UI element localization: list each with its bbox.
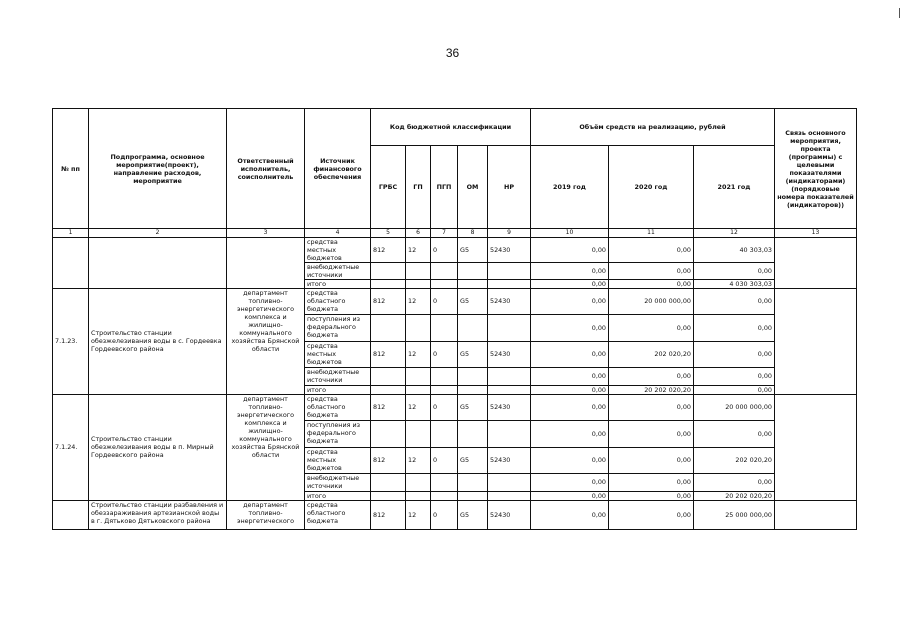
source-cell: средства местных бюджетов [305, 341, 371, 367]
nr-cell: 52430 [488, 394, 531, 420]
header-2019: 2019 год [531, 146, 609, 229]
gp-cell [406, 279, 431, 288]
col-number: 2 [89, 229, 227, 238]
col-number: 7 [431, 229, 458, 238]
value-2020: 20 202 020,20 [609, 385, 694, 394]
grbs-cell: 812 [371, 447, 406, 473]
col-number: 10 [531, 229, 609, 238]
value-2019: 0,00 [531, 491, 609, 500]
nr-cell [488, 420, 531, 447]
value-2020: 0,00 [609, 500, 694, 529]
value-2021: 0,00 [694, 341, 775, 367]
nr-cell [488, 367, 531, 385]
pgp-cell [431, 385, 458, 394]
header-grbs: ГРБС [371, 146, 406, 229]
source-cell: средства местных бюджетов [305, 447, 371, 473]
nr-cell [488, 385, 531, 394]
pgp-cell: 0 [431, 341, 458, 367]
row-name [89, 237, 227, 288]
value-2019: 0,00 [531, 385, 609, 394]
value-2020: 0,00 [609, 394, 694, 420]
value-2019: 0,00 [531, 394, 609, 420]
source-cell: поступления из федерального бюджета [305, 420, 371, 447]
pgp-cell [431, 473, 458, 491]
om-cell: G5 [458, 500, 488, 529]
col-number: 9 [488, 229, 531, 238]
col-number: 3 [227, 229, 305, 238]
col-number: 12 [694, 229, 775, 238]
value-2021: 20 000 000,00 [694, 394, 775, 420]
nr-cell [488, 262, 531, 279]
row-no [53, 500, 89, 529]
header-gp: ГП [406, 146, 431, 229]
source-cell: итого [305, 491, 371, 500]
header-om: ОМ [458, 146, 488, 229]
value-2019: 0,00 [531, 473, 609, 491]
value-2021: 0,00 [694, 420, 775, 447]
value-2020: 0,00 [609, 447, 694, 473]
pgp-cell: 0 [431, 500, 458, 529]
om-cell [458, 473, 488, 491]
table-row [53, 288, 857, 314]
col-number: 4 [305, 229, 371, 238]
value-2021: 0,00 [694, 385, 775, 394]
gp-cell: 12 [406, 237, 431, 262]
page-number: 36 [445, 46, 460, 60]
value-2019: 0,00 [531, 420, 609, 447]
nr-cell [488, 279, 531, 288]
grbs-cell [371, 314, 406, 341]
grbs-cell: 812 [371, 500, 406, 529]
pgp-cell [431, 262, 458, 279]
value-2021: 4 030 303,03 [694, 279, 775, 288]
header-source: Источник финансового обеспечения [305, 109, 371, 229]
link-cell [775, 288, 857, 394]
value-2020: 0,00 [609, 367, 694, 385]
link-cell [775, 500, 857, 529]
source-cell: средства областного бюджета [305, 500, 371, 529]
om-cell [458, 314, 488, 341]
grbs-cell [371, 367, 406, 385]
nr-cell [488, 473, 531, 491]
row-responsible [227, 237, 305, 288]
value-2019: 0,00 [531, 279, 609, 288]
pgp-cell [431, 491, 458, 500]
value-2020: 0,00 [609, 491, 694, 500]
value-2021: 0,00 [694, 473, 775, 491]
header-2020: 2020 год [609, 146, 694, 229]
pgp-cell: 0 [431, 237, 458, 262]
budget-table [52, 108, 857, 530]
row-no: 7.1.24. [53, 394, 89, 500]
om-cell: G5 [458, 341, 488, 367]
source-cell: внебюджетные источники [305, 262, 371, 279]
value-2021: 40 303,03 [694, 237, 775, 262]
grbs-cell [371, 473, 406, 491]
gp-cell [406, 367, 431, 385]
source-cell: средства областного бюджета [305, 288, 371, 314]
value-2019: 0,00 [531, 500, 609, 529]
pgp-cell: 0 [431, 394, 458, 420]
grbs-cell: 812 [371, 288, 406, 314]
source-cell: итого [305, 279, 371, 288]
grbs-cell [371, 491, 406, 500]
om-cell: G5 [458, 237, 488, 262]
gp-cell [406, 420, 431, 447]
om-cell [458, 420, 488, 447]
om-cell: G5 [458, 394, 488, 420]
gp-cell [406, 385, 431, 394]
pgp-cell [431, 314, 458, 341]
row-no [53, 237, 89, 288]
gp-cell: 12 [406, 500, 431, 529]
value-2021: 202 020,20 [694, 447, 775, 473]
source-cell: внебюджетные источники [305, 367, 371, 385]
nr-cell [488, 491, 531, 500]
gp-cell [406, 314, 431, 341]
gp-cell [406, 473, 431, 491]
value-2020: 0,00 [609, 420, 694, 447]
source-cell: средства областного бюджета [305, 394, 371, 420]
source-cell: внебюджетные источники [305, 473, 371, 491]
value-2019: 0,00 [531, 447, 609, 473]
grbs-cell [371, 279, 406, 288]
header-pgp: ПГП [431, 146, 458, 229]
row-responsible: департамент топливно-энергетического комплекса и жилищно-коммунального хозяйства Брянской области [227, 394, 305, 500]
col-number: 8 [458, 229, 488, 238]
value-2019: 0,00 [531, 367, 609, 385]
grbs-cell [371, 420, 406, 447]
row-name: Строительство станции разбавления и обеззараживания артезианской воды в г. Дятьково Дятьковского района [89, 500, 227, 529]
col-number: 1 [53, 229, 89, 238]
nr-cell: 52430 [488, 237, 531, 262]
value-2020: 0,00 [609, 473, 694, 491]
gp-cell [406, 491, 431, 500]
value-2021: 0,00 [694, 314, 775, 341]
table-row [53, 394, 857, 420]
grbs-cell: 812 [371, 394, 406, 420]
row-responsible: департамент топливно-энергетического [227, 500, 305, 529]
pgp-cell [431, 420, 458, 447]
source-cell: итого [305, 385, 371, 394]
row-name: Строительство станции обезжелезивания воды в с. Гордеевка Гордеевского района [89, 288, 227, 394]
nr-cell [488, 314, 531, 341]
row-no: 7.1.23. [53, 288, 89, 394]
header-2021: 2021 год [694, 146, 775, 229]
link-cell [775, 237, 857, 288]
grbs-cell [371, 262, 406, 279]
pgp-cell: 0 [431, 447, 458, 473]
source-cell: средства местных бюджетов [305, 237, 371, 262]
pgp-cell [431, 367, 458, 385]
gp-cell [406, 262, 431, 279]
header-no: № пп [53, 109, 89, 229]
scan-edge-mark [899, 8, 900, 18]
om-cell [458, 491, 488, 500]
col-number: 5 [371, 229, 406, 238]
value-2020: 0,00 [609, 279, 694, 288]
header-program: Подпрограмма, основное мероприятие(проект), направление расходов, мероприятие [89, 109, 227, 229]
gp-cell: 12 [406, 394, 431, 420]
header-responsible: Ответственный исполнитель, соисполнитель [227, 109, 305, 229]
source-cell: поступления из федерального бюджета [305, 314, 371, 341]
grbs-cell: 812 [371, 341, 406, 367]
pgp-cell [431, 279, 458, 288]
value-2020: 202 020,20 [609, 341, 694, 367]
row-responsible: департамент топливно-энергетического комплекса и жилищно-коммунального хозяйства Брянской области [227, 288, 305, 394]
table-row [53, 237, 857, 262]
gp-cell: 12 [406, 447, 431, 473]
value-2020: 20 000 000,00 [609, 288, 694, 314]
om-cell [458, 367, 488, 385]
value-2020: 0,00 [609, 237, 694, 262]
value-2019: 0,00 [531, 262, 609, 279]
value-2019: 0,00 [531, 288, 609, 314]
header-budget-code: Код бюджетной классификации [371, 109, 531, 146]
om-cell: G5 [458, 447, 488, 473]
nr-cell: 52430 [488, 500, 531, 529]
value-2020: 0,00 [609, 314, 694, 341]
nr-cell: 52430 [488, 288, 531, 314]
value-2021: 25 000 000,00 [694, 500, 775, 529]
header-volume: Объём средств на реализацию, рублей [531, 109, 775, 146]
value-2021: 0,00 [694, 262, 775, 279]
table-row [53, 500, 857, 529]
link-cell [775, 394, 857, 500]
nr-cell: 52430 [488, 447, 531, 473]
om-cell: G5 [458, 288, 488, 314]
om-cell [458, 262, 488, 279]
gp-cell: 12 [406, 341, 431, 367]
value-2021: 0,00 [694, 288, 775, 314]
value-2019: 0,00 [531, 314, 609, 341]
grbs-cell [371, 385, 406, 394]
value-2021: 20 202 020,20 [694, 491, 775, 500]
om-cell [458, 385, 488, 394]
value-2020: 0,00 [609, 262, 694, 279]
om-cell [458, 279, 488, 288]
value-2019: 0,00 [531, 341, 609, 367]
grbs-cell: 812 [371, 237, 406, 262]
col-number: 11 [609, 229, 694, 238]
col-number: 13 [775, 229, 857, 238]
row-name: Строительство станции обезжелезивания воды в п. Мирный Гордеевского района [89, 394, 227, 500]
col-number: 6 [406, 229, 431, 238]
header-link: Связь основного мероприятия, проекта (программы) с целевыми показателями (индикаторами) (порядковые номера показателей (индикаторов)) [775, 109, 857, 229]
pgp-cell: 0 [431, 288, 458, 314]
gp-cell: 12 [406, 288, 431, 314]
value-2019: 0,00 [531, 237, 609, 262]
nr-cell: 52430 [488, 341, 531, 367]
value-2021: 0,00 [694, 367, 775, 385]
header-nr: НР [488, 146, 531, 229]
